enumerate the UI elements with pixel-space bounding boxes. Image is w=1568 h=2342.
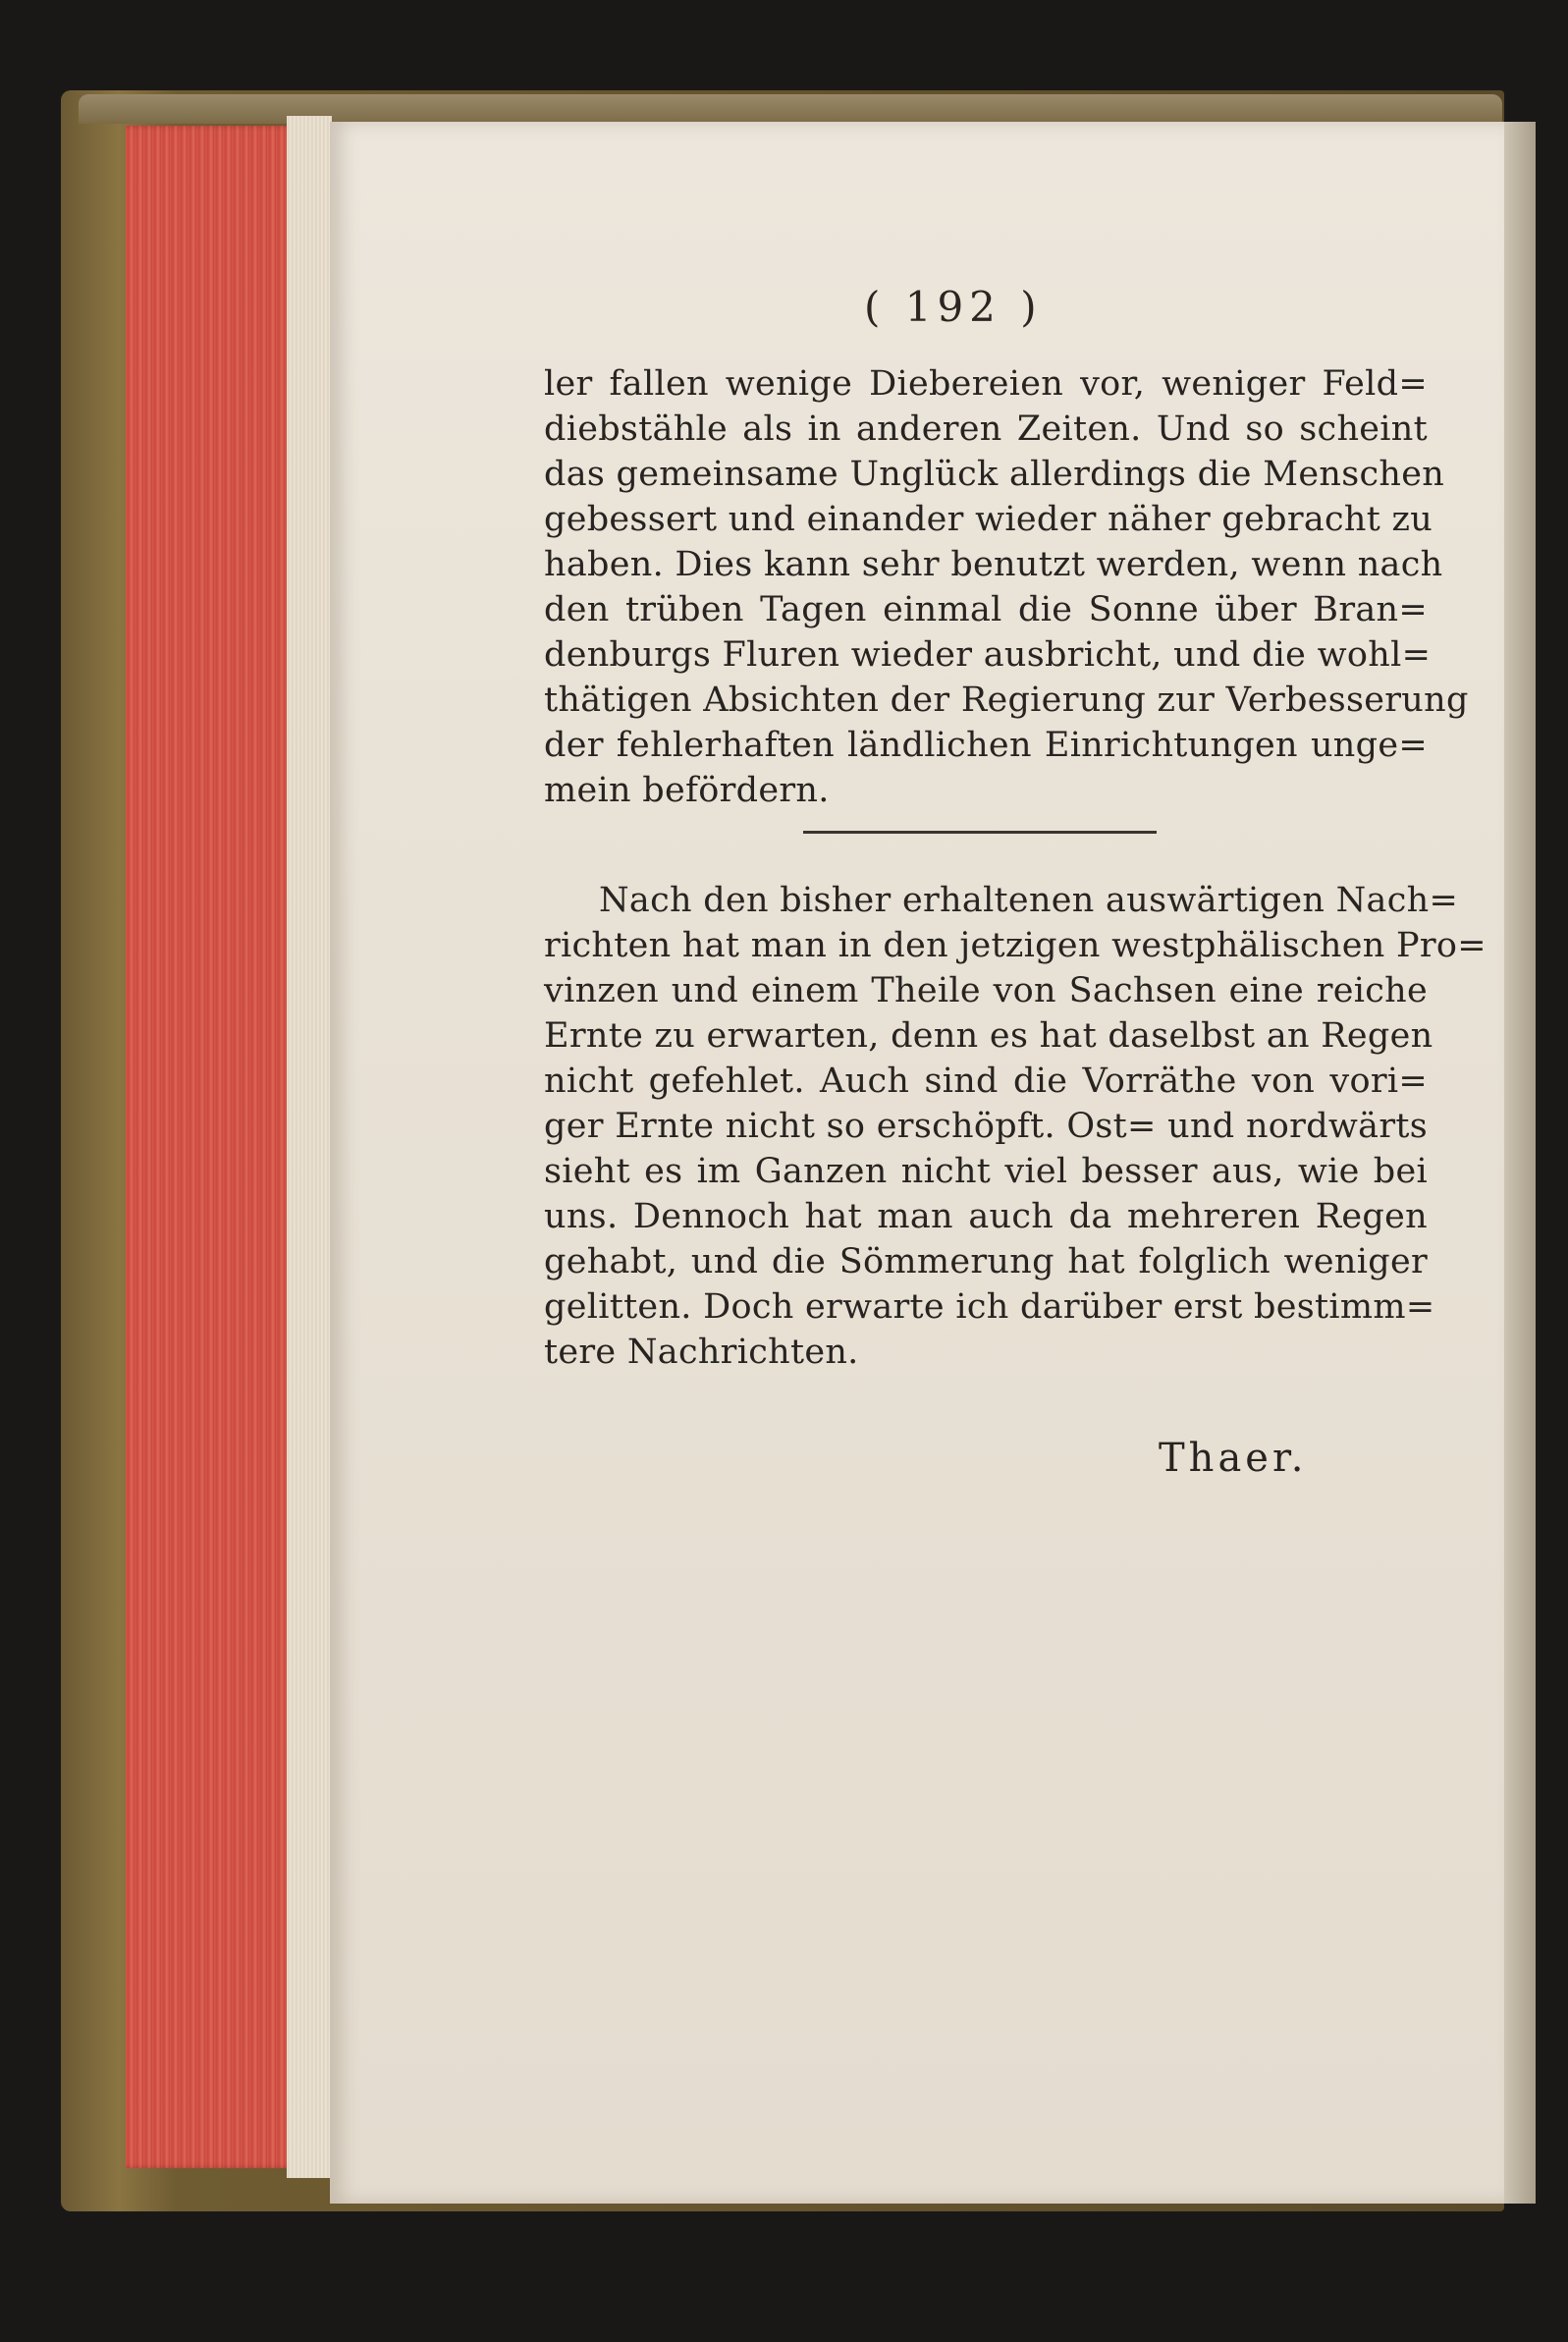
page-number: ( 192 ): [864, 283, 1043, 331]
text-line: nicht gefehlet. Auch sind die Vorräthe von vori=: [544, 1062, 1428, 1101]
text-line: denburgs Fluren wieder ausbricht, und die wohl=: [544, 635, 1432, 675]
text-line: richten hat man in den jetzigen westphälischen Pro=: [544, 926, 1487, 965]
text-line: haben. Dies kann sehr benutzt werden, wenn nach: [544, 545, 1443, 584]
page-gutter: [1502, 122, 1536, 2204]
text-line: der fehlerhaften ländlichen Einrichtungen unge=: [544, 726, 1428, 765]
text-line: gehabt, und die Sömmerung hat folglich weniger: [544, 1242, 1428, 1281]
text-line: ger Ernte nicht so erschöpft. Ost= und nordwärts: [544, 1107, 1428, 1146]
section-divider: [803, 831, 1157, 834]
text-line: Nach den bisher erhaltenen auswärtigen Nach=: [599, 881, 1459, 920]
author-signature: Thaer.: [1159, 1436, 1308, 1481]
text-line: gelitten. Doch erwarte ich darüber erst bestimm=: [544, 1287, 1435, 1327]
text-line: vinzen und einem Theile von Sachsen eine reiche: [544, 971, 1428, 1010]
paragraph-2: [544, 878, 1487, 1375]
text-line: das gemeinsame Unglück allerdings die Menschen: [544, 455, 1445, 494]
text-line: gebessert und einander wieder näher gebracht zu: [544, 500, 1433, 539]
text-line: Ernte zu erwarten, denn es hat daselbst an Regen: [544, 1016, 1433, 1056]
text-line: uns. Dennoch hat man auch da mehreren Regen: [544, 1197, 1428, 1236]
text-line: tere Nachrichten.: [544, 1333, 859, 1372]
text-line: mein befördern.: [544, 771, 830, 810]
page-stack: [287, 116, 332, 2178]
text-line: thätigen Absichten der Regierung zur Verbesserung: [544, 681, 1469, 720]
paragraph-1: [544, 361, 1469, 813]
red-page-edges: [126, 126, 302, 2168]
text-line: ler fallen wenige Diebereien vor, weniger Feld=: [544, 364, 1428, 404]
text-line: den trüben Tagen einmal die Sonne über Bran=: [544, 590, 1428, 629]
text-line: diebstähle als in anderen Zeiten. Und so scheint: [544, 409, 1428, 449]
text-line: sieht es im Ganzen nicht viel besser aus, wie bei: [544, 1152, 1428, 1191]
